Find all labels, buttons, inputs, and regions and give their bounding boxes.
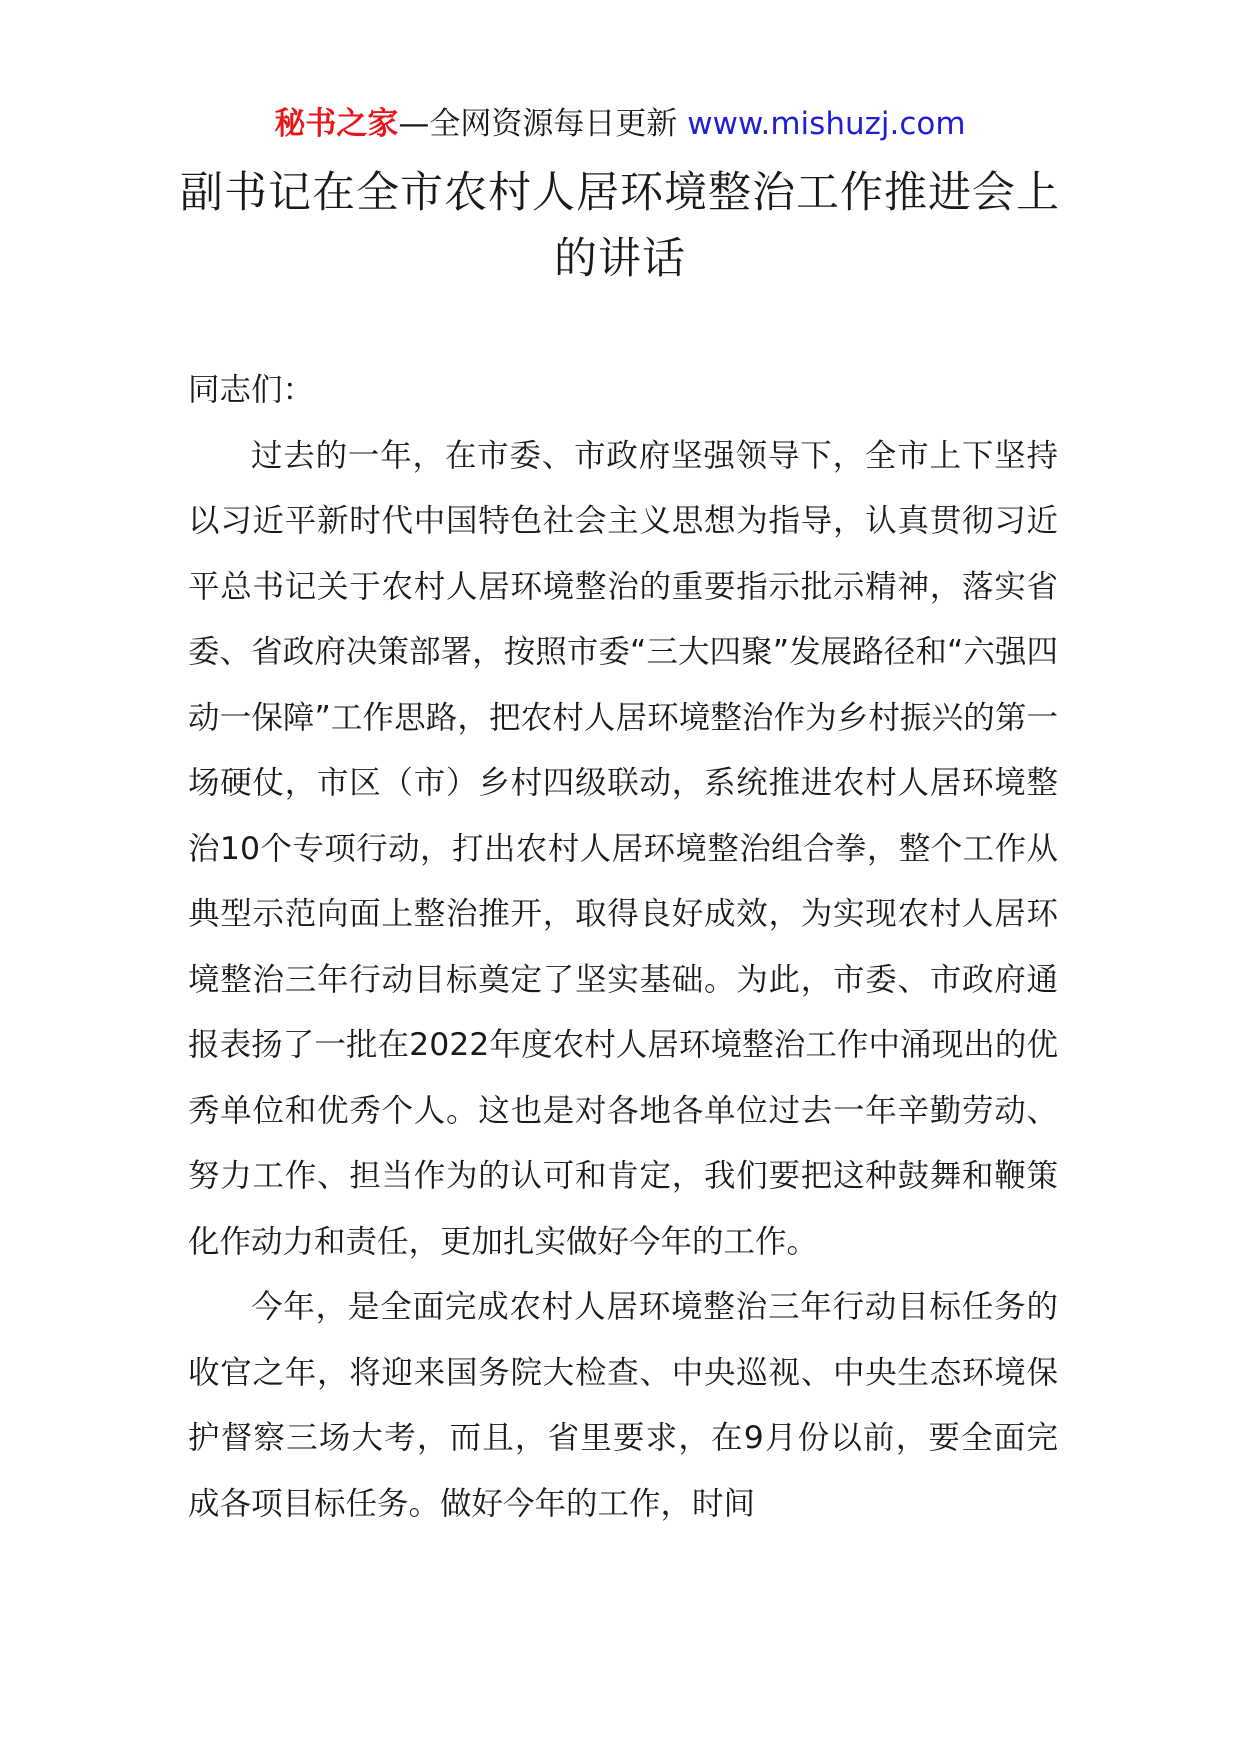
- paragraph-2: 今年，是全面完成农村人居环境整治三年行动目标任务的收官之年，将迎来国务院大检查、中央巡视、中央生态环境保护督察三场大考，而且，省里要求，在9月份以前，要全面完成各项目标任务。做好今年的工作，时间: [188, 1289, 1058, 1522]
- paragraph-1: 过去的一年，在市委、市政府坚强领导下，全市上下坚持以习近平新时代中国特色社会主义思想为指导，认真贯彻习近平总书记关于农村人居环境整治的重要指示批示精神，落实省委、省政府决策部署，按照市委“三大四聚”发展路径和“六强四动一保障”工作思路，把农村人居环境整治作为乡村振兴的第一场硬仗，市区（市）乡村四级联动，系统推进农村人居环境整治10个专项行动，打出农村人居环境整治组合拳，整个工作从典型示范向面上整治推开，取得良好成效，为实现农村人居环境整治三年行动目标奠定了坚实基础。为此，市委、市政府通报表扬了一批在2022年度农村人居环境整治工作中涌现出的优秀单位和优秀个人。这也是对各地各单位过去一年辛勤劳动、努力工作、担当作为的认可和肯定，我们要把这种鼓舞和鞭策化作动力和责任，更加扎实做好今年的工作。: [188, 437, 1058, 1260]
- document-title: 副书记在全市农村人居环境整治工作推进会上的讲话: [180, 168, 1060, 284]
- document-body: [188, 358, 1058, 1537]
- brand-name: 秘书之家: [274, 106, 399, 142]
- site-header: [0, 102, 1240, 146]
- salutation: 同志们：: [188, 372, 315, 408]
- header-tagline: —全网资源每日更新: [398, 106, 688, 142]
- site-url-link[interactable]: www.mishuzj.com: [687, 106, 966, 142]
